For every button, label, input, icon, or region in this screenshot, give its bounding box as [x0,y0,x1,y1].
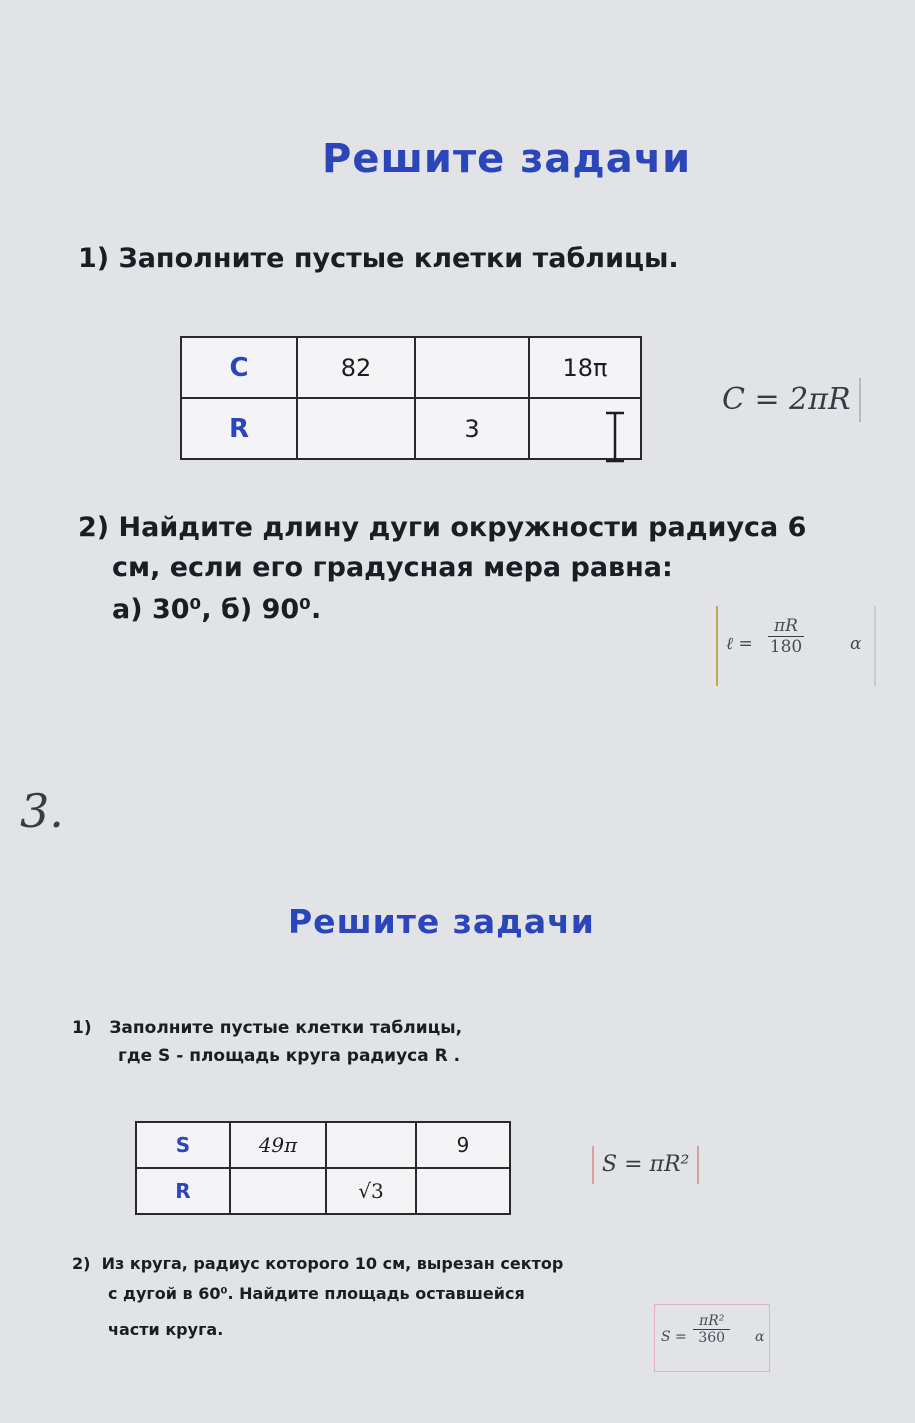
formula-left: ℓ = [726,634,753,654]
table-row [136,1168,510,1214]
section2-task1-line1: 1) Заполните пустые клетки таблицы, [72,1018,463,1038]
section1-task2-line3: а) 30⁰, б) 90⁰. [112,594,322,625]
table-cell: √3 [326,1168,416,1214]
table-row [181,398,641,459]
formula-denominator: 180 [769,637,803,657]
table-cell: 18π [529,337,641,398]
section1-table [180,336,642,460]
table-cell: 82 [297,337,415,398]
section2-task2-line1: 2) Из круга, радиус которого 10 см, вырезан сектор [72,1254,564,1273]
formula-denominator: 360 [698,1330,726,1346]
section2-title: Решите задачи [288,902,595,941]
table-cell [326,1122,416,1168]
table-row [181,337,641,398]
section2-task1-line2: где S - площадь круга радиуса R . [118,1046,461,1066]
section2-table [135,1121,511,1215]
section-number: 3. [20,784,64,838]
section2-formula1: S = πR² [592,1146,699,1184]
row-label-c: C [181,337,297,398]
formula-numerator: πR² [693,1313,730,1330]
table-row [136,1122,510,1168]
section1-task2-line1: 2) Найдите длину дуги окружности радиуса 6 [78,512,807,543]
section1-formula2 [716,606,876,686]
section1-formula1: C = 2πR [714,378,861,422]
table-cell [529,398,641,459]
table-cell [415,337,529,398]
table-cell [297,398,415,459]
row-label-s: S [136,1122,230,1168]
section1-task1: 1) Заполните пустые клетки таблицы. [78,243,679,274]
table-cell: 3 [415,398,529,459]
row-label-r: R [181,398,297,459]
section2-formula2 [654,1304,770,1372]
formula-fraction [693,1313,730,1346]
table-cell: 9 [416,1122,510,1168]
formula-right: α [755,1329,765,1345]
formula-right: α [850,634,862,654]
section1-title: Решите задачи [322,136,692,182]
section2-task2-line3: части круга. [108,1320,224,1339]
section2-task2-line2: с дугой в 60⁰. Найдите площадь оставшейся [108,1284,525,1303]
section1-task2-line2: см, если его градусная мера равна: [112,552,673,583]
formula-numerator: πR [768,616,804,637]
table-cell [416,1168,510,1214]
table-cell: 49π [230,1122,326,1168]
formula-fraction [768,616,804,657]
row-label-r: R [136,1168,230,1214]
table-cell [230,1168,326,1214]
text-cursor-icon [602,411,628,463]
formula-left: S = [661,1329,687,1345]
